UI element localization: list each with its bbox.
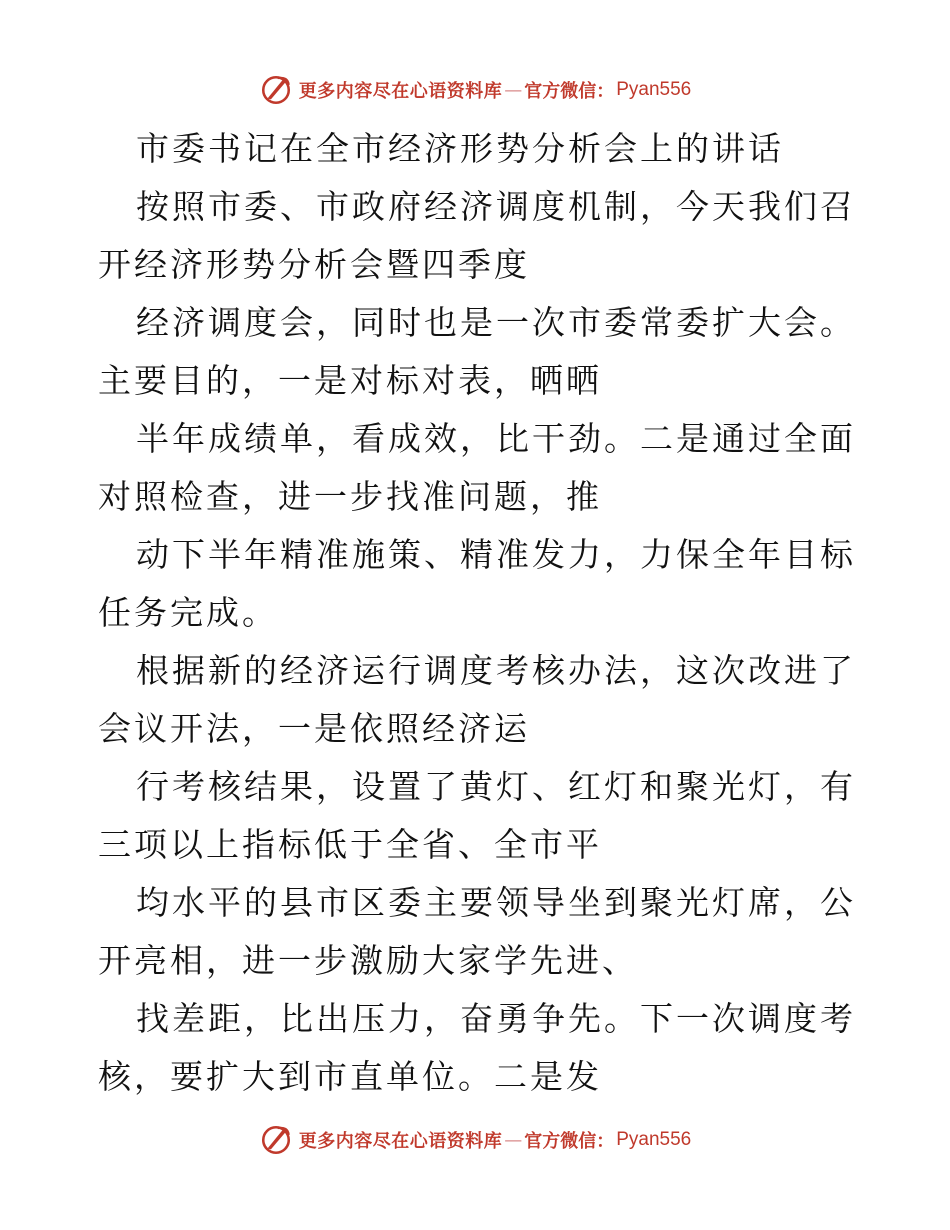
paragraph: 行考核结果，设置了黄灯、红灯和聚光灯，有三项以上指标低于全省、全市平	[98, 767, 856, 864]
paragraph: 根据新的经济运行调度考核办法，这次改进了会议开法，一是依照经济运	[98, 651, 856, 748]
paragraph: 动下半年精准施策、精准发力，力保全年目标任务完成。	[98, 535, 856, 632]
quill-circle-logo-icon	[259, 73, 293, 107]
watermark-separator: —	[504, 79, 523, 101]
quill-circle-logo-icon	[259, 1123, 293, 1157]
watermark-wechat-id: Pyan556	[616, 1129, 692, 1150]
paragraph: 半年成绩单，看成效，比干劲。二是通过全面对照检查，进一步找准问题，推	[98, 419, 856, 516]
paragraph: 按照市委、市政府经济调度机制，今天我们召开经济形势分析会暨四季度	[98, 187, 856, 284]
watermark-brand: 更多内容尽在心语资料库	[298, 1131, 503, 1152]
watermark-wechat-id: Pyan556	[616, 79, 692, 100]
document-title: 市委书记在全市经济形势分析会上的讲话	[136, 129, 784, 168]
watermark-wechat-label: 官方微信：	[524, 81, 615, 102]
header-watermark	[0, 70, 950, 110]
paragraph: 均水平的县市区委主要领导坐到聚光灯席，公开亮相，进一步激励大家学先进、	[98, 883, 856, 980]
paragraph: 经济调度会，同时也是一次市委常委扩大会。主要目的，一是对标对表，晒晒	[98, 303, 856, 400]
paragraph: 找差距，比出压力，奋勇争先。下一次调度考核，要扩大到市直单位。二是发	[98, 999, 856, 1096]
watermark-brand: 更多内容尽在心语资料库	[298, 81, 503, 102]
watermark-wechat-label: 官方微信：	[524, 1131, 615, 1152]
footer-watermark	[0, 1120, 950, 1160]
watermark-separator: —	[504, 1129, 523, 1151]
document-body	[98, 120, 858, 1106]
